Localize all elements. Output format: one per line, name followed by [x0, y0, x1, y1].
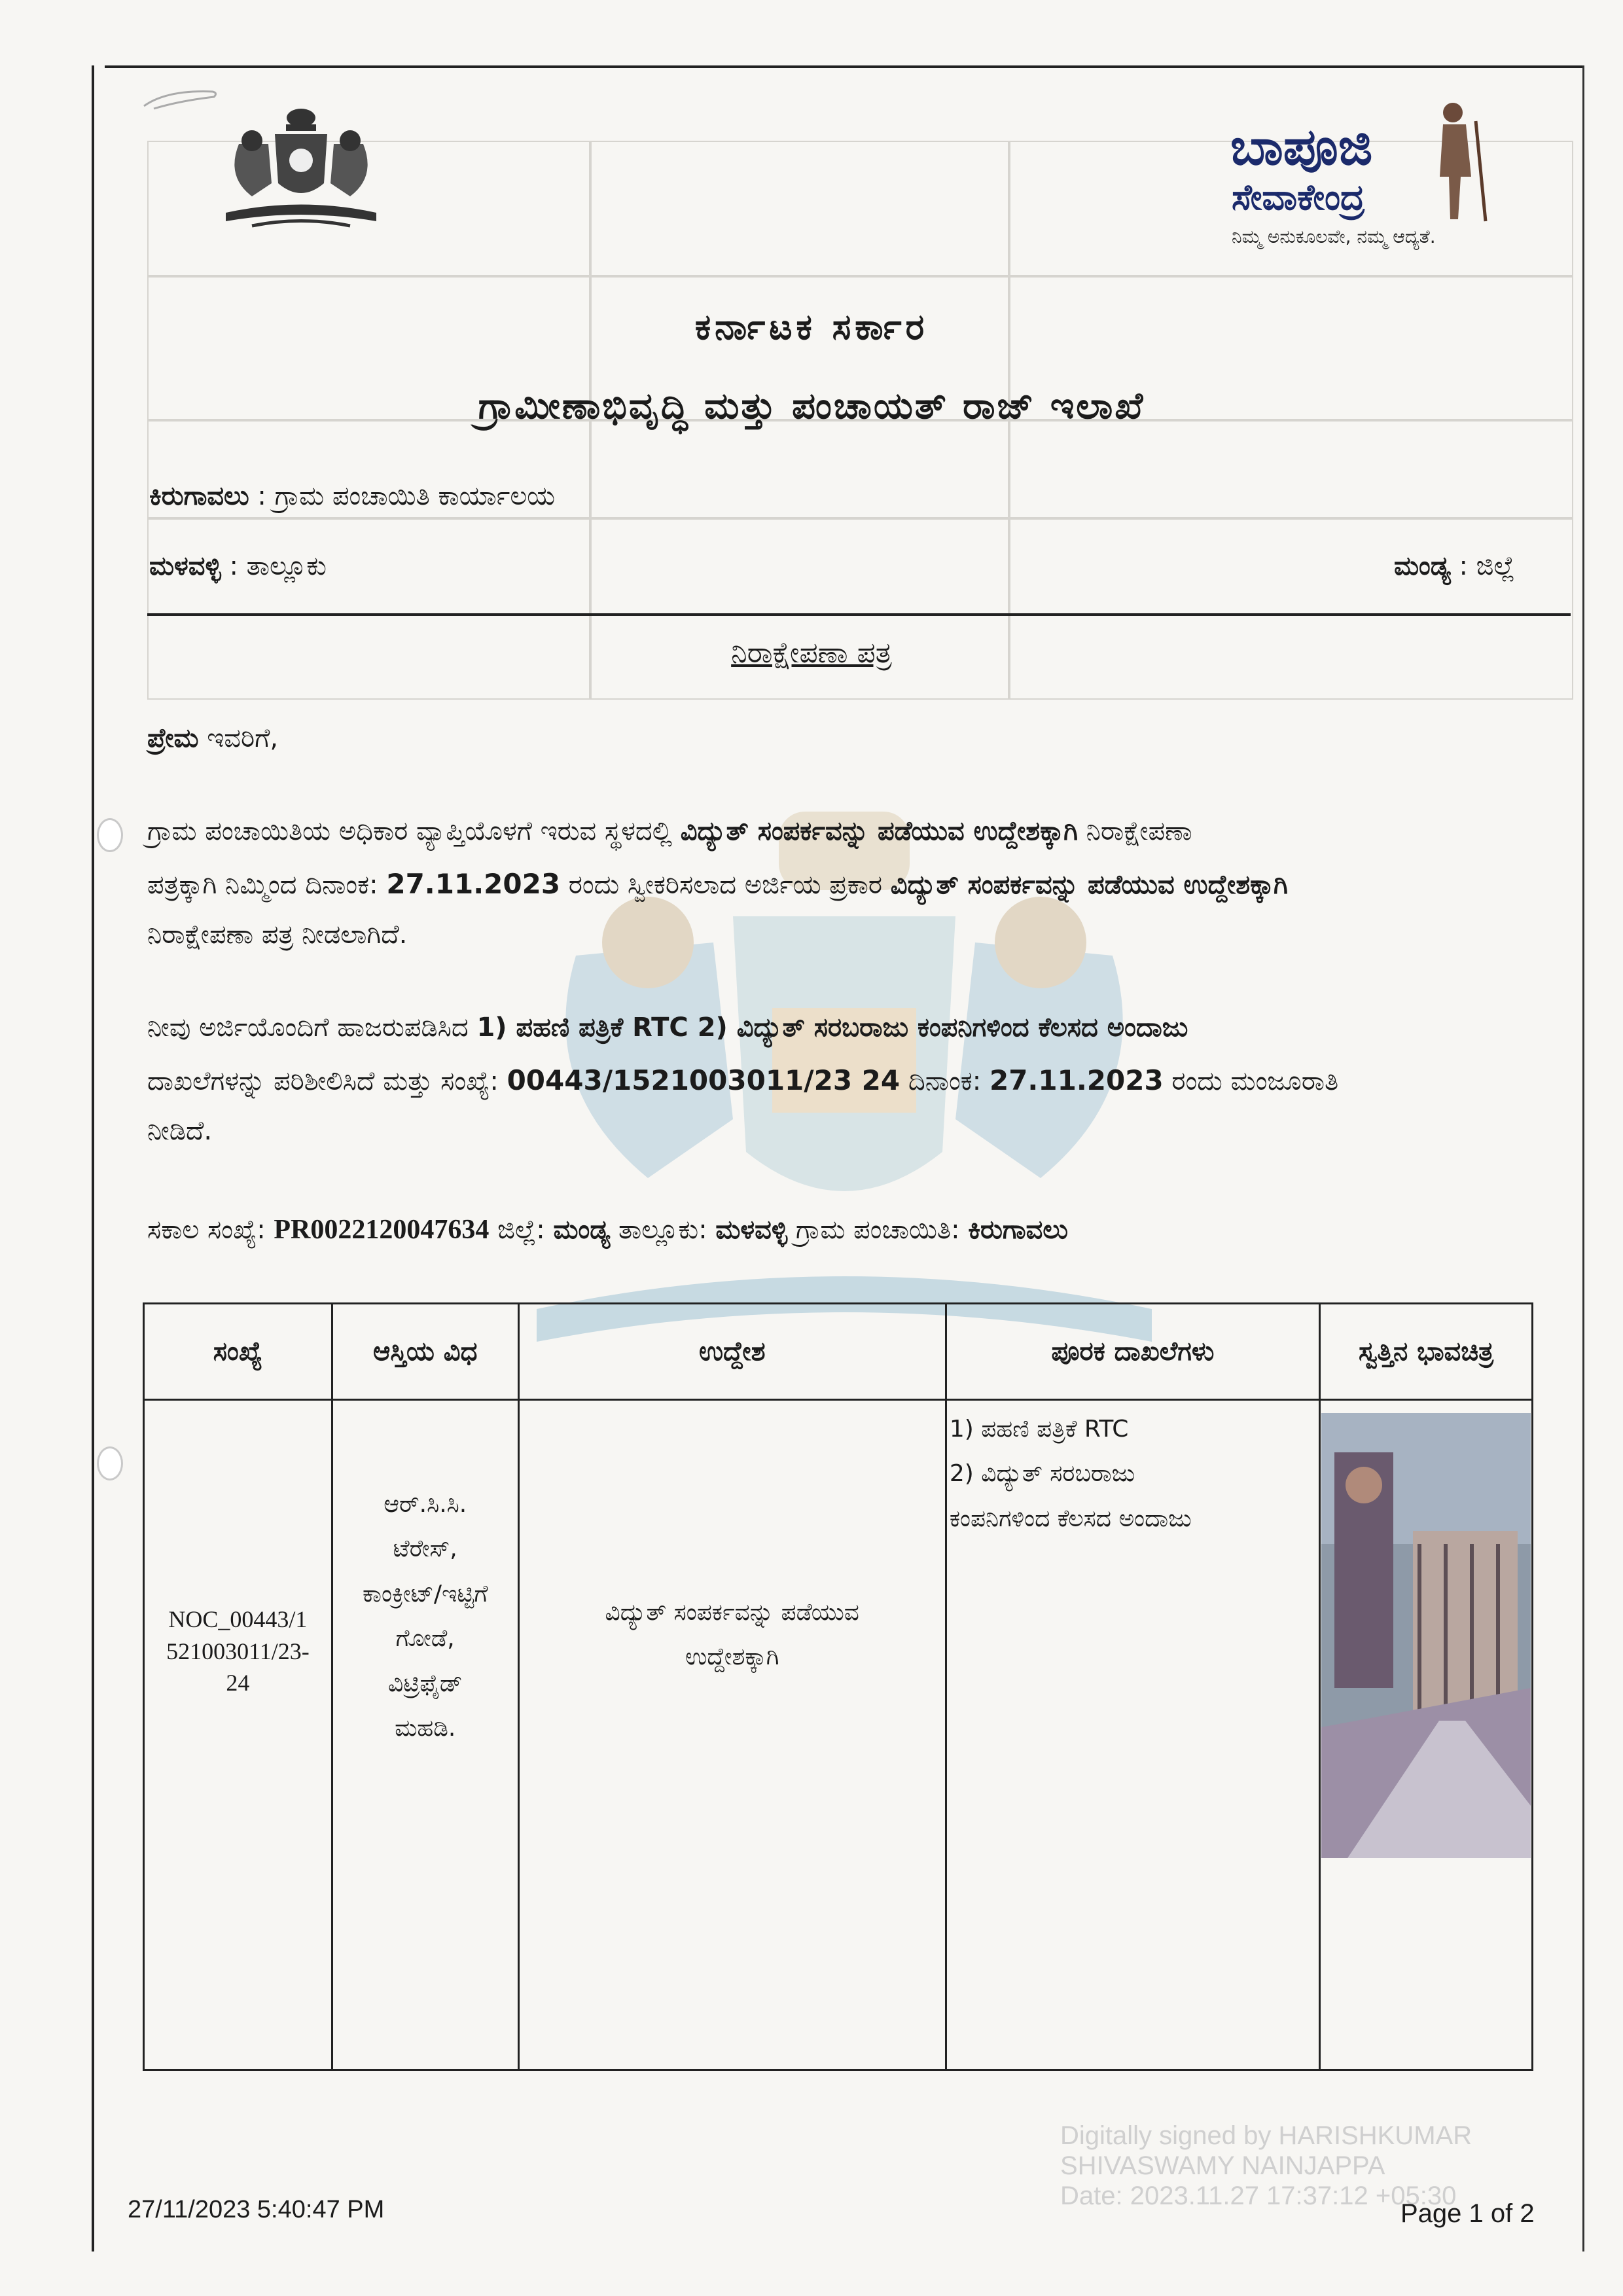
supporting-documents-cell — [946, 1400, 1319, 2070]
application-date: 27.11.2023 — [386, 868, 561, 900]
taluk-label: ತಾಲ್ಲೂಕು: — [610, 1215, 716, 1245]
bleed-through-line — [147, 275, 1573, 278]
district-line — [1394, 551, 1515, 581]
document-item: 1) ಪಹಣಿ ಪತ್ರಿಕೆ RTC — [949, 1416, 1129, 1443]
bapuji-sevakendra-logo — [1224, 98, 1499, 249]
print-timestamp: 27/11/2023 5:40:47 PM — [128, 2196, 385, 2223]
noc-number-part: 521003011/23- — [166, 1638, 310, 1664]
column-header: ಪೂರಕ ದಾಖಲೆಗಳು — [946, 1304, 1319, 1400]
village-name: ಕಿರುಗಾವಲು — [149, 481, 249, 511]
office-label: : ಗ್ರಾಮ ಪಂಚಾಯಿತಿ ಕಾರ್ಯಾಲಯ — [249, 481, 556, 511]
paper-clip-icon — [141, 86, 219, 113]
document-item: ಕಂಪನಿಗಳಿಂದ ಕೆಲಸದ ಅಂದಾಜು — [949, 1505, 1192, 1532]
text: ದಾಖಲೆಗಳನ್ನು ಪರಿಶೀಲಿಸಿದೆ ಮತ್ತು ಸಂಖ್ಯೆ: — [147, 1066, 507, 1096]
taluk-line — [149, 551, 327, 581]
district-label: : ಜಿಲ್ಲೆ — [1450, 551, 1515, 581]
gp-value: ಕಿರುಗಾವಲು — [968, 1215, 1068, 1245]
text: ನಿರಾಕ್ಷೇಪಣಾ — [1077, 816, 1192, 846]
property-text: ವಿಟ್ರಿಫೈಡ್ — [387, 1670, 463, 1697]
logo-subtitle: ಸೇವಾಕೇಂದ್ರ — [1232, 177, 1365, 218]
property-text: ಮಹಡಿ. — [395, 1714, 456, 1742]
column-header: ಆಸ್ತಿಯ ವಿಧ — [332, 1304, 518, 1400]
property-text: ಆರ್.ಸಿ.ಸಿ. — [383, 1491, 467, 1518]
government-title: ಕರ್ನಾಟಕ ಸರ್ಕಾರ — [694, 306, 929, 348]
column-header: ಸಂಖ್ಯೆ — [144, 1304, 332, 1400]
property-text: ಟೆರೇಸ್, — [393, 1535, 457, 1563]
digital-signature-bleed — [1060, 2121, 1472, 2211]
table-header-row — [144, 1304, 1533, 1400]
column-header: ಸ್ವತ್ತಿನ ಭಾವಚಿತ್ರ — [1319, 1304, 1532, 1400]
purpose-cell — [518, 1400, 946, 2070]
text: ನೀವು ಅರ್ಜಿಯೊಂದಿಗೆ ಹಾಜರುಪಡಿಸಿದ — [147, 1013, 477, 1043]
noc-details-table — [143, 1302, 1533, 2071]
sakala-number: PR0022120047634 — [274, 1215, 490, 1245]
punch-hole — [97, 818, 123, 852]
karnataka-emblem-icon — [213, 105, 389, 236]
text: ರಂದು ಸ್ವೀಕರಿಸಲಾದ ಅರ್ಜಿಯ ಪ್ರಕಾರ — [560, 870, 891, 900]
column-header: ಉದ್ದೇಶ — [518, 1304, 946, 1400]
gandhi-figure-icon — [1420, 98, 1492, 223]
paragraph2-line3: ನೀಡಿದೆ. — [147, 1116, 213, 1146]
sakala-line — [147, 1216, 1068, 1244]
sakala-label: ಸಕಾಲ ಸಂಖ್ಯೆ: — [147, 1215, 274, 1245]
header-divider — [147, 613, 1571, 616]
district-name: ಮಂಡ್ಯ — [1394, 551, 1451, 581]
sanction-date: 27.11.2023 — [989, 1064, 1164, 1096]
district-value: ಮಂಡ್ಯ — [553, 1215, 611, 1245]
property-text: ಕಾಂಕ್ರೀಟ್/ಇಟ್ಟಿಗೆ — [363, 1580, 488, 1607]
property-type-cell — [332, 1400, 518, 2070]
frame-top-border — [105, 65, 1584, 68]
property-photo — [1321, 1413, 1531, 1858]
paragraph2-line1 — [147, 1014, 1188, 1041]
text: ರಂದು ಮಂಜೂರಾತಿ — [1163, 1066, 1339, 1096]
subject-text: ನಿರಾಕ್ಷೇಪಣಾ ಪತ್ರ — [731, 636, 892, 670]
bleed-through-line — [147, 517, 1573, 520]
purpose-text: ವಿದ್ಯುತ್ ಸಂಪರ್ಕವನ್ನು ಪಡೆಯುವ — [605, 1599, 859, 1626]
noc-number-part: NOC_00443/1 — [168, 1606, 308, 1632]
paragraph1-line3: ನಿರಾಕ್ಷೇಪಣಾ ಪತ್ರ ನೀಡಲಾಗಿದೆ. — [147, 920, 408, 950]
noc-number-part: 24 — [226, 1670, 250, 1696]
paragraph1-line2 — [147, 870, 1288, 898]
taluk-label: : ತಾಲ್ಲೂಕು — [221, 551, 327, 581]
document-item: 2) ವಿದ್ಯುತ್ ಸರಬರಾಜು — [949, 1460, 1135, 1488]
sanction-number: 00443/1521003011/23 24 — [507, 1064, 901, 1096]
subject-heading — [0, 636, 1623, 670]
recipient-name: ಪ್ರೇಮ — [147, 723, 199, 753]
logo-tagline: ನಿಮ್ಮ ಅನುಕೂಲವೇ, ನಮ್ಮ ಆದ್ಯತೆ. — [1232, 226, 1436, 247]
signature-line: SHIVASWAMY NAINJAPPA — [1060, 2151, 1385, 2180]
logo-title: ಬಾಪೂಜಿ — [1230, 118, 1373, 177]
gp-label: ಗ್ರಾಮ ಪಂಚಾಯಿತಿ: — [787, 1215, 969, 1245]
taluk-name: ಮಳವಳ್ಳಿ — [149, 551, 221, 581]
district-label: ಜಿಲ್ಲೆ: — [489, 1215, 554, 1245]
salutation — [147, 725, 278, 751]
text: ದಿನಾಂಕ: — [900, 1066, 990, 1096]
paragraph1-line1 — [147, 818, 1192, 844]
recipient-suffix: ಇವರಿಗೆ, — [198, 723, 279, 753]
signature-line: Date: 2023.11.27 17:37:12 +05:30 — [1060, 2181, 1457, 2210]
table-row — [144, 1400, 1533, 2070]
paragraph2-line2 — [147, 1064, 1339, 1096]
property-text: ಗೋಡೆ, — [395, 1625, 455, 1653]
text: ಪತ್ರಕ್ಕಾಗಿ ನಿಮ್ಮಿಂದ ದಿನಾಂಕ: — [147, 870, 387, 900]
office-line — [149, 481, 555, 511]
property-photo-cell — [1319, 1400, 1532, 2070]
documents-bold: 1) ಪಹಣಿ ಪತ್ರಿಕೆ RTC 2) ವಿದ್ಯುತ್ ಸರಬರಾಜು ಕಂಪನಿಗಳಿಂದ ಕೆಲಸದ ಅಂದಾಜು — [476, 1013, 1188, 1043]
department-title: ಗ್ರಾಮೀಣಾಭಿವೃದ್ಧಿ ಮತ್ತು ಪಂಚಾಯತ್ ರಾಜ್ ಇಲಾಖೆ — [478, 385, 1145, 427]
purpose-bold: ವಿದ್ಯುತ್ ಸಂಪರ್ಕವನ್ನು ಪಡೆಯುವ ಉದ್ದೇಶಕ್ಕಾಗಿ — [890, 870, 1288, 900]
page-number: Page 1 of 2 — [1400, 2199, 1535, 2228]
purpose-text: ಉದ್ದೇಶಕ್ಕಾಗಿ — [685, 1643, 779, 1671]
noc-number-cell — [144, 1400, 332, 2070]
text: ಗ್ರಾಮ ಪಂಚಾಯಿತಿಯ ಅಧಿಕಾರ ವ್ಯಾಪ್ತಿಯೊಳಗೆ ಇರುವ ಸ್ಥಳದಲ್ಲಿ — [147, 816, 681, 846]
signature-line: Digitally signed by HARISHKUMAR — [1060, 2121, 1472, 2150]
taluk-value: ಮಳವಳ್ಳಿ — [715, 1215, 788, 1245]
purpose-bold: ವಿದ್ಯುತ್ ಸಂಪರ್ಕವನ್ನು ಪಡೆಯುವ ಉದ್ದೇಶಕ್ಕಾಗಿ — [680, 816, 1078, 846]
punch-hole — [97, 1446, 123, 1480]
